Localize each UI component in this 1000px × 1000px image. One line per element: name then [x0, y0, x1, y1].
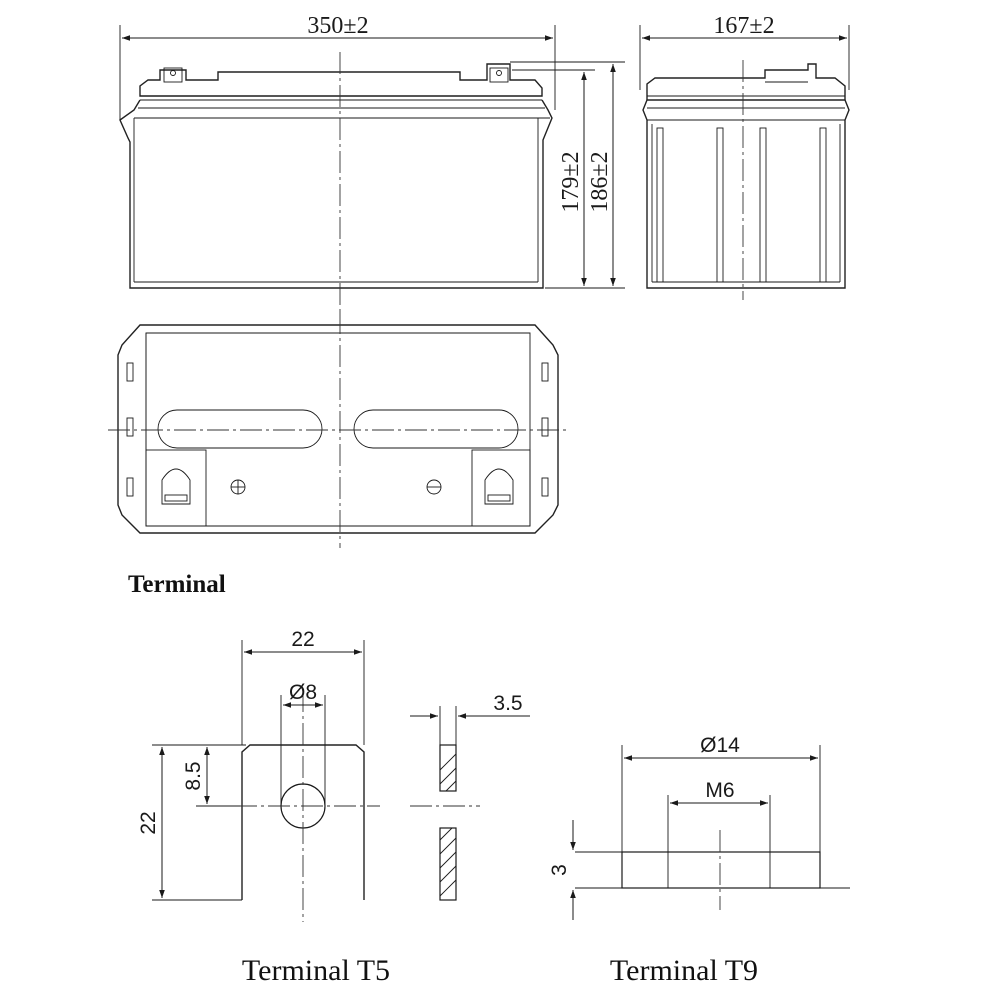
dim-label-186: 186±2 — [587, 151, 613, 213]
front-view — [120, 52, 552, 312]
dim-label-167: 167±2 — [713, 13, 775, 39]
dim-label-350: 350±2 — [307, 13, 369, 39]
terminal-t5-front — [137, 628, 380, 922]
top-view — [108, 312, 570, 548]
section-title-terminal: Terminal — [128, 571, 226, 598]
t5-offset-label: 8.5 — [182, 761, 205, 791]
dim-label-179: 179±2 — [558, 151, 584, 213]
t5-hole-label: Ø8 — [288, 681, 318, 704]
t5-thickness-label: 3.5 — [493, 692, 523, 715]
t5-width-label: 22 — [291, 628, 315, 651]
t9-height-label: 3 — [548, 864, 571, 876]
caption-terminal-t5: Terminal T5 — [241, 954, 391, 987]
terminal-t9 — [548, 734, 850, 920]
t9-thread-label: M6 — [705, 779, 735, 802]
t5-height-label: 22 — [137, 811, 160, 835]
t9-diameter-label: Ø14 — [700, 734, 740, 757]
caption-terminal-t9: Terminal T9 — [609, 954, 759, 987]
dim-front-width — [120, 13, 555, 120]
terminal-t5-side — [410, 692, 530, 900]
side-view — [643, 60, 849, 300]
